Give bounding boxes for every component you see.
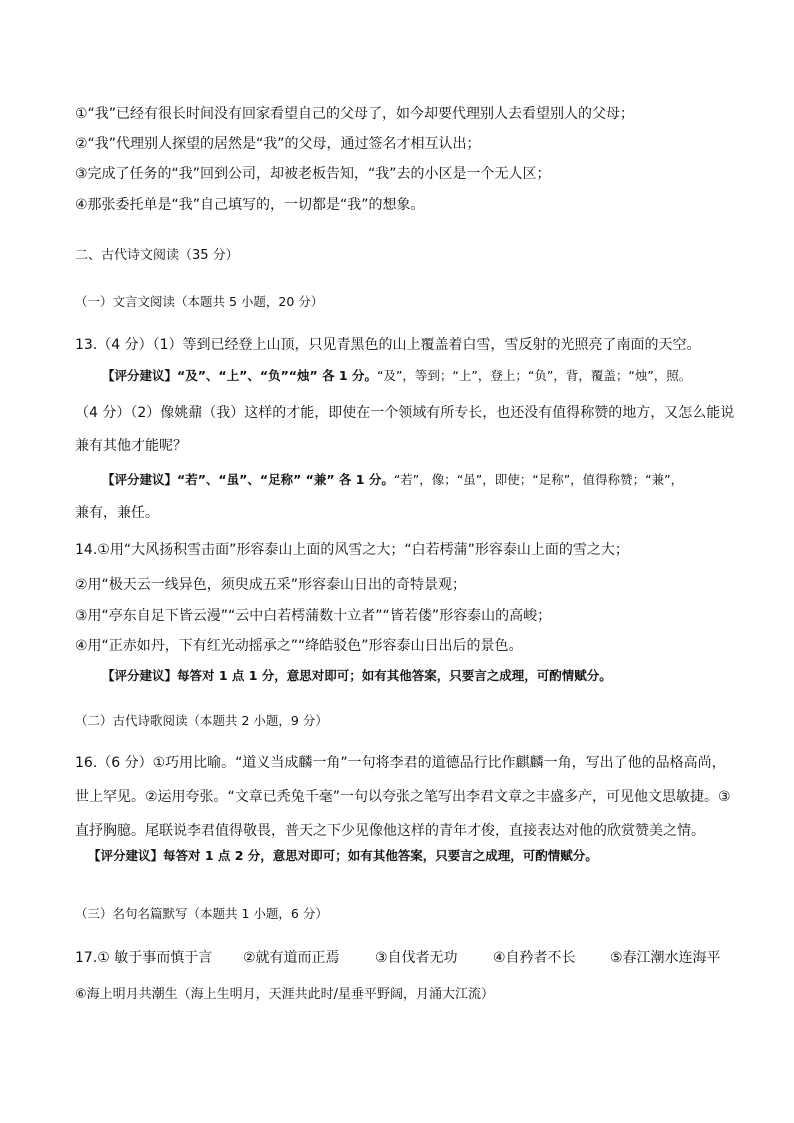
section-title: 二、古代诗文阅读（35 分） <box>75 248 239 263</box>
list-item: ①“我”已经有很长时间没有回家看望自己的父母了，如今却要代理别人去看望别人的父母； <box>75 106 635 122</box>
subsection-title: （一）文言文阅读（本题共 5 小题，20 分） <box>75 294 324 309</box>
q17-answer-5: ⑤春江潮水连海平 <box>610 950 721 966</box>
list-item: ②“我”代理别人探望的居然是“我”的父母，通过签名才相互认出； <box>75 136 481 152</box>
q14-item: 14.①用“大风扬积雪击面”形容泰山上面的风雪之大；“白若樗蒲”形容泰山上面的雪之大； <box>75 542 629 558</box>
q13-answer-2-cont: 兼有其他才能呢？ <box>75 438 187 454</box>
criteria-text: “及”，等到；“上”，登上；“负”，背，覆盖；“烛”，照。 <box>376 368 692 383</box>
criteria-label: 【评分建议】“及”、“上”、“负”“烛” 各 1 分。 <box>102 368 377 383</box>
q13-answer-1: 13.（4 分）（1）等到已经登上山顶，只见青黑色的山上覆盖着白雪，雪反射的光照亮了南面的天空。 <box>75 337 701 353</box>
q14-item: ③用“亭东自足下皆云漫”“云中白若樗蒲数十立者”“皆若偻”形容泰山的高峻； <box>75 608 552 624</box>
q13-criteria-2 <box>102 470 683 490</box>
q17-answer-6: ⑥海上明月共潮生（海上生明月，天涯共此时/星垂平野阔，月涌大江流） <box>75 987 495 1002</box>
q17-answer-4: ④自矜者不长 <box>493 950 576 966</box>
q14-item: ②用“极天云一线异色，须臾成五采”形容泰山日出的奇特景观； <box>75 577 467 593</box>
criteria-label: 【评分建议】“若”、“虽”、“足称” “兼” 各 1 分。 <box>102 472 394 487</box>
q17-answer-1: 17.① 敏于事而慎于言 <box>75 950 213 966</box>
q14-item: ④用“正赤如丹，下有红光动摇承之”“绛皓驳色”形容泰山日出后的景色。 <box>75 638 523 654</box>
list-item: ③完成了任务的“我”回到公司，却被老板告知，“我”去的小区是一个无人区； <box>75 166 551 182</box>
q17-answer-3: ③自伐者无功 <box>375 950 458 966</box>
q16-answer: 直抒胸臆。尾联说李君值得敬畏，普天之下少见像他这样的青年才俊，直接表达对他的欣赏赞美之情。 <box>75 823 705 839</box>
q16-answer: 世上罕见。②运用夸张。“文章已秃兔千毫”一句以夸张之笔写出李君文章之丰盛多产，可见他文思敏捷。③ <box>75 789 731 805</box>
q13-criteria-1 <box>102 366 691 386</box>
q14-criteria: 【评分建议】每答对 1 点 1 分，意思对即可；如有其他答案，只要言之成理，可酌情赋分。 <box>102 668 612 683</box>
subsection-title: （二）古代诗歌阅读（本题共 2 小题，9 分） <box>75 713 328 728</box>
list-item: ④那张委托单是“我”自己填写的，一切都是“我”的想象。 <box>75 197 425 213</box>
q17-answer-2: ②就有道而正焉 <box>243 950 340 966</box>
q16-criteria: 【评分建议】每答对 1 点 2 分，意思对即可；如有其他答案，只要言之成理，可酌情赋分。 <box>88 848 598 863</box>
q13-criteria-2-cont: 兼有，兼任。 <box>75 505 159 521</box>
criteria-text: “若”，像；“虽”，即使；“足称”，值得称赞；“兼”， <box>393 472 684 487</box>
q13-answer-2: （4 分）（2）像姚鼐（我）这样的才能，即使在一个领域有所专长，也还没有值得称赞的地方，又怎么能说 <box>75 405 735 421</box>
subsection-title: （三）名句名篇默写（本题共 1 小题，6 分） <box>75 906 328 921</box>
q16-answer: 16.（6 分）①巧用比喻。“道义当成麟一角”一句将李君的道德品行比作麒麟一角，写出了他的品格高尚， <box>75 755 726 771</box>
